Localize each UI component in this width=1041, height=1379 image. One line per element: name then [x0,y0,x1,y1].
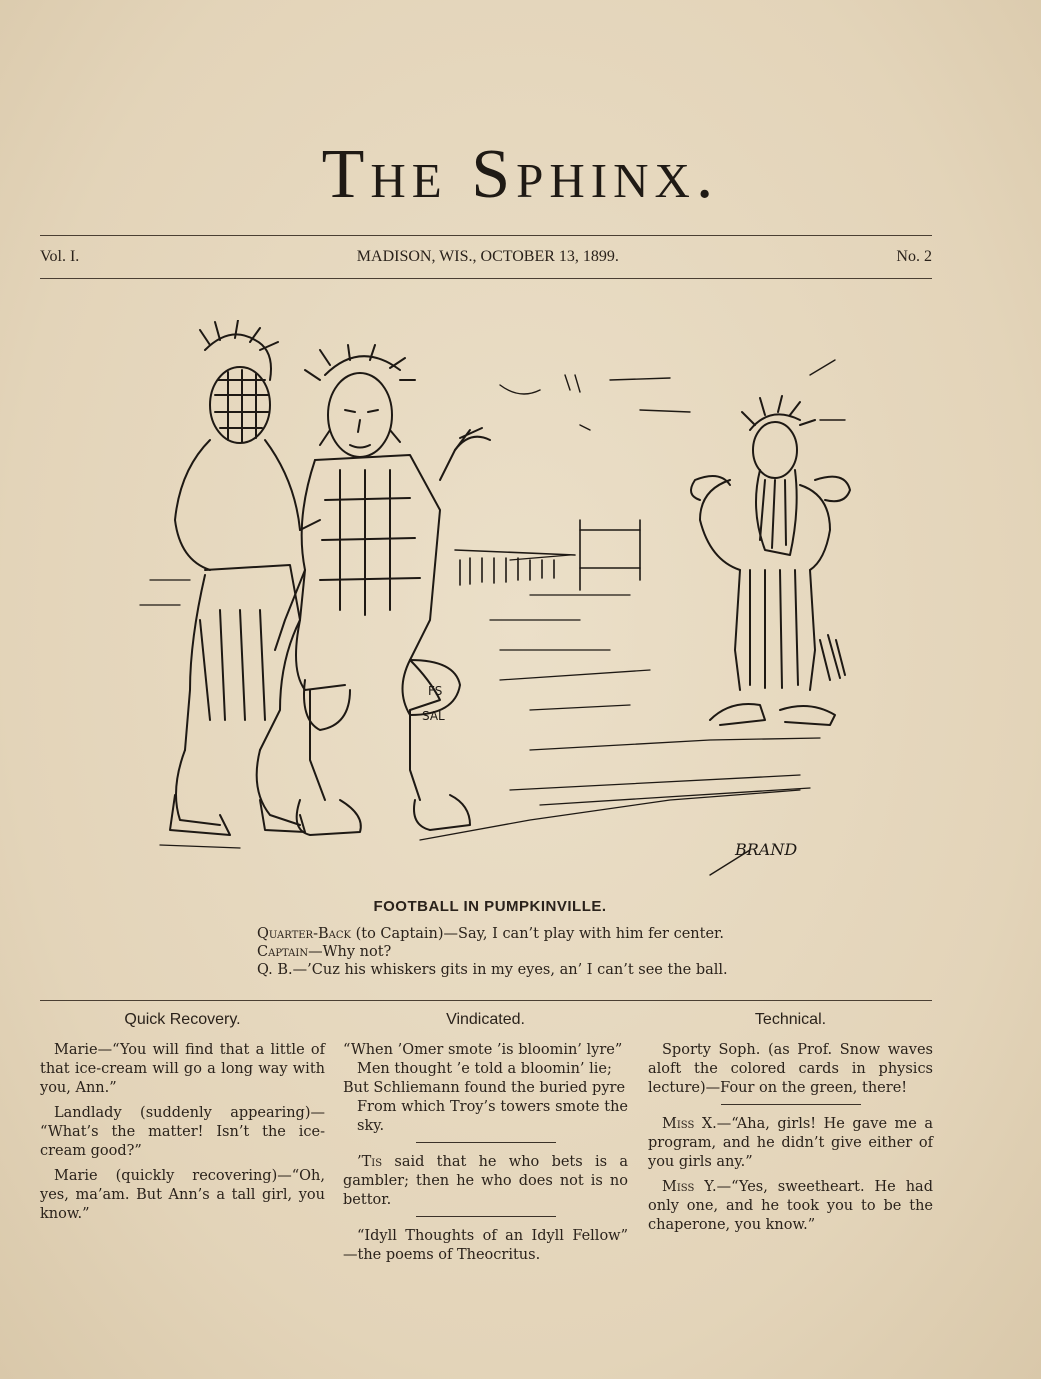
col3-paragraph-3-text: —“Yes, sweetheart. He had only one, and he took you to be the chaperone, you know.” [648,1179,933,1233]
col2-paragraph-2 [343,1153,628,1210]
dialogue-line-1 [257,925,817,943]
cartoon-caption-title: FOOTBALL IN PUMPKINVILLE. [373,898,607,915]
dialogue-line-2 [257,943,817,961]
center-player-figure [275,345,490,835]
masthead-rule-bottom [40,278,932,279]
dialogue-line-3: Q. B.—’Cuz his whiskers gits in my eyes, an’ I can’t see the ball. [257,962,728,978]
masthead-rule-top [40,235,932,236]
verse-line-2: Men thought ’e told a bloomin’ lie; [357,1061,612,1077]
dialogue-line-1-text: (to Captain)—Say, I can’t play with him fer center. [350,926,724,942]
col2-paragraph-3: “Idyll Thoughts of an Idyll Fellow” —the poems of Theocritus. [343,1228,628,1263]
volume-label: Vol. I. [40,248,80,265]
ground-lines [140,555,820,848]
col1-paragraph-2: Landlady (suddenly appearing)— “What’s the matter! Isn’t the ice-cream good?” [40,1105,325,1159]
bearded-player-figure [691,396,850,725]
verse-line-3: But Schliemann found the buried pyre [343,1080,626,1096]
divider [416,1216,556,1217]
masthead-title: The Sphinx. [321,136,720,213]
col1-paragraph-3: Marie (quickly recovering)—“Oh, yes, ma’am. But Ann’s a tall girl, you know.” [40,1168,325,1222]
col3-paragraph-1: Sporty Soph. (as Prof. Snow waves aloft the colored cards in physics lecture)—Four on the green, there! [648,1042,933,1096]
heading-technical: Technical. [754,1011,827,1028]
place-date: MADISON, WIS., OCTOBER 13, 1899. [356,248,619,265]
verse-line-4: From which Troy’s towers smote the sky. [357,1099,628,1134]
heading-quick-recovery: Quick Recovery. [124,1011,241,1028]
column-vindicated [343,1010,628,1271]
col3-paragraph-2-lead: Miss X. [662,1116,717,1132]
artist-signature: BRAND [735,840,798,859]
divider [416,1142,556,1143]
dateline [40,248,932,266]
fence [455,520,640,590]
col2-paragraph-2-lead: ’Tis [357,1154,383,1170]
divider [721,1104,861,1105]
issue-number: No. 2 [896,248,932,265]
column-technical [648,1010,933,1241]
football-cartoon-illustration [110,320,870,890]
column-quick-recovery [40,1010,325,1230]
verse-line-1: “When ’Omer smote ’is bloomin’ lyre” [343,1042,623,1058]
col1-paragraph-1: Marie—“You will find that a little of that ice-cream will go a long way with you, Ann.” [40,1042,325,1096]
knee-patch-label-1: FS [428,684,443,698]
col3-paragraph-3-lead: Miss Y. [662,1179,717,1195]
speaker-quarterback: Quarter-Back [257,926,351,942]
wind-marks [500,360,845,430]
speaker-captain: Captain [257,944,309,960]
col3-paragraph-3 [648,1178,933,1235]
col2-paragraph-2-text: said that he who bets is a gambler; then he who does not is no bettor. [343,1154,628,1208]
dialogue-line-2-text: —Why not? [308,944,392,960]
heading-vindicated: Vindicated. [446,1011,525,1028]
section-rule [40,1000,932,1001]
cartoon-dialogue [257,925,817,979]
col3-paragraph-2-text: —“Aha, girls! He gave me a program, and he didn’t give either of you girls any.” [648,1116,933,1170]
verse [343,1041,628,1136]
quarterback-figure [170,320,320,835]
col3-paragraph-2 [648,1115,933,1172]
knee-patch-label-2: SAL [422,709,445,723]
